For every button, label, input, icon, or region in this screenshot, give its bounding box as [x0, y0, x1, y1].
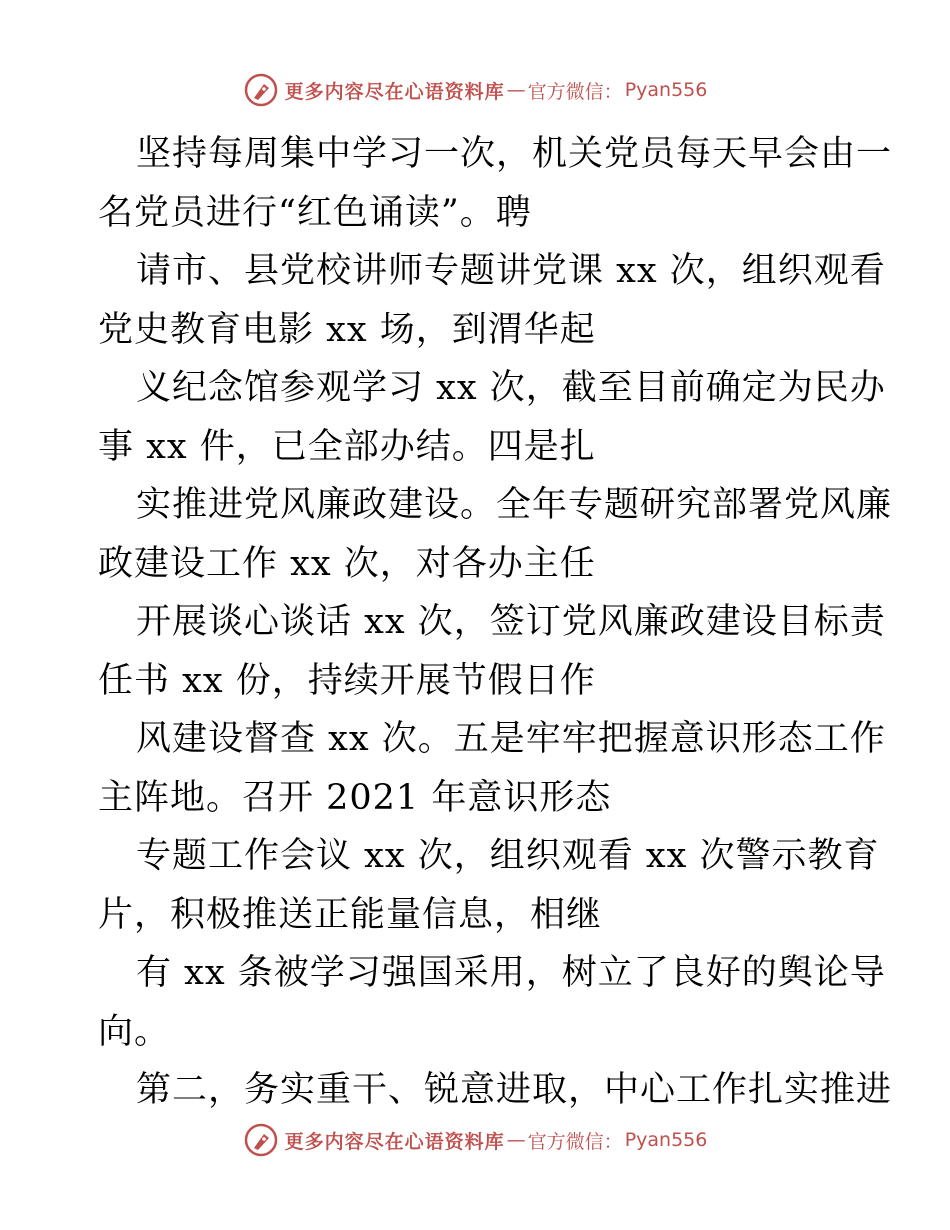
- body-line: 政建设工作 xx 次，对各办主任: [98, 543, 596, 584]
- body-line: 实推进党风廉政建设。全年专题研究部署党风廉: [136, 485, 893, 525]
- pen-nib-logo-icon: [243, 1122, 279, 1158]
- body-line: 主阵地。召开 2021 年意识形态: [98, 777, 612, 818]
- watermark-brand: 更多内容尽在心语资料库: [284, 1130, 505, 1153]
- body-line: 义纪念馆参观学习 xx 次，截至目前确定为民办: [136, 368, 886, 408]
- watermark-separator: —: [506, 79, 526, 101]
- watermark-label: 官方微信：: [527, 80, 623, 103]
- body-line: 名党员进行“红色诵读”。聘: [98, 192, 532, 233]
- body-line: 片，积极推送正能量信息，相继: [98, 894, 603, 935]
- body-line: 有 xx 条被学习强国采用，树立了良好的舆论导: [136, 953, 886, 993]
- document-body: [98, 125, 893, 1120]
- body-line: 坚持每周集中学习一次，机关党员每天早会由一: [136, 134, 893, 174]
- body-line: 请市、县党校讲师专题讲党课 xx 次，组织观看: [136, 251, 886, 291]
- body-line: 风建设督查 xx 次。五是牢牢把握意识形态工作: [136, 719, 886, 759]
- body-line: 第二，务实重干、锐意进取，中心工作扎实推进: [136, 1070, 893, 1110]
- watermark-separator: —: [506, 1129, 526, 1151]
- watermark-label: 官方微信：: [527, 1130, 623, 1153]
- footer-watermark: [0, 1122, 950, 1158]
- watermark-wechat-id: Pyan556: [624, 1129, 708, 1151]
- watermark-brand: 更多内容尽在心语资料库: [284, 80, 505, 103]
- watermark-wechat-id: Pyan556: [624, 79, 708, 101]
- body-line: 任书 xx 份，持续开展节假日作: [98, 660, 596, 701]
- body-line: 党史教育电影 xx 场，到渭华起: [98, 309, 596, 350]
- body-line: 专题工作会议 xx 次，组织观看 xx 次警示教育: [136, 836, 880, 876]
- body-line: 向。: [98, 1011, 171, 1052]
- header-watermark: [0, 72, 950, 108]
- pen-nib-logo-icon: [243, 72, 279, 108]
- body-line: 事 xx 件，已全部办结。四是扎: [98, 426, 596, 467]
- body-line: 开展谈心谈话 xx 次，签订党风廉政建设目标责: [136, 602, 886, 642]
